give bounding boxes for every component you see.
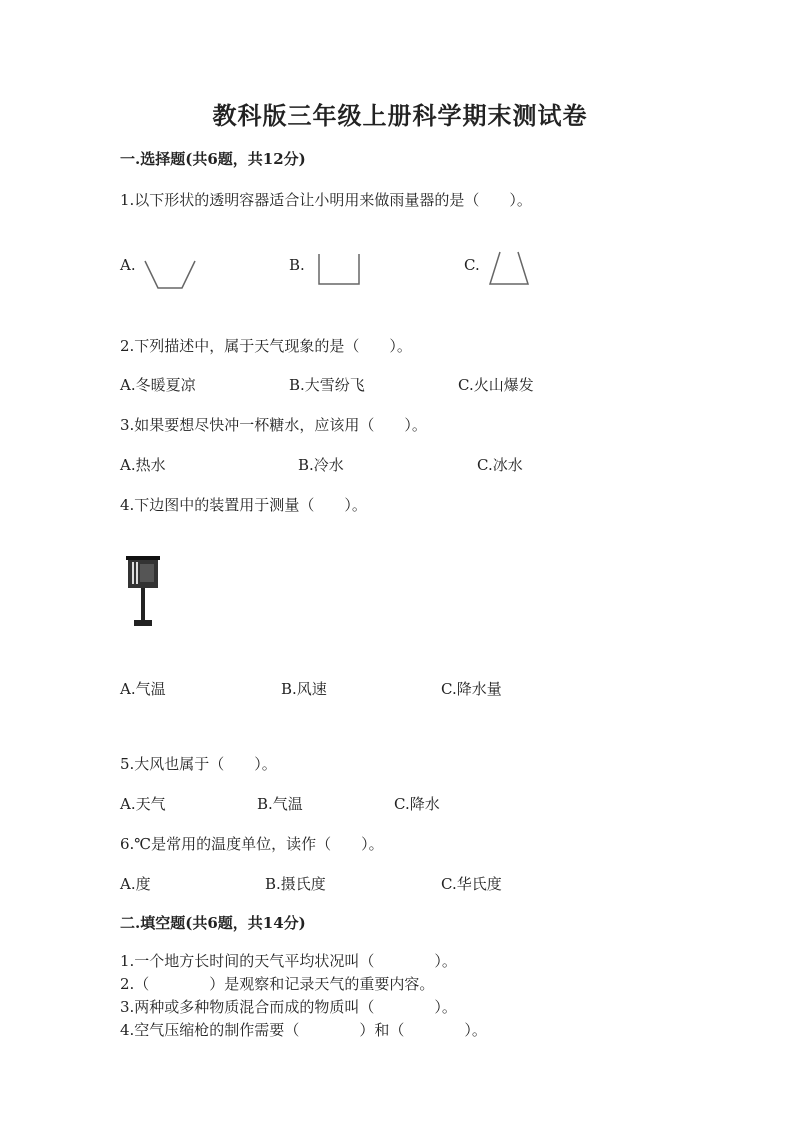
option-b: B.气温 (257, 795, 303, 813)
section-heading-fill-blank: 二.填空题(共6题，共14分) (120, 914, 306, 932)
option-c: C.火山爆发 (458, 376, 534, 394)
option-b: B. (289, 256, 305, 274)
option-b: B.冷水 (298, 456, 344, 474)
fill-question-1: 1.一个地方长时间的天气平均状况叫（ ）。 (120, 952, 457, 970)
option-c: C.冰水 (477, 456, 523, 474)
option-a: A. (120, 256, 136, 274)
option-a: A.冬暖夏凉 (120, 376, 196, 394)
option-c: C.华氏度 (441, 875, 502, 893)
weather-station-icon (124, 554, 164, 630)
option-a: A.天气 (120, 795, 166, 813)
question-3: 3.如果要想尽快冲一杯糖水，应该用（ ）。 (120, 416, 427, 434)
question-2: 2.下列描述中，属于天气现象的是（ ）。 (120, 337, 412, 355)
option-c: C. (464, 256, 480, 274)
fill-question-3: 3.两种或多种物质混合而成的物质叫（ ）。 (120, 998, 457, 1016)
fill-question-2: 2.（ ）是观察和记录天气的重要内容。 (120, 975, 435, 993)
option-b: B.大雪纷飞 (289, 376, 365, 394)
page-title: 教科版三年级上册科学期末测试卷 (212, 101, 588, 130)
question-5: 5.大风也属于（ ）。 (120, 755, 277, 773)
option-a: A.热水 (120, 456, 166, 474)
option-b: B.摄氏度 (265, 875, 326, 893)
question-4: 4.下边图中的装置用于测量（ ）。 (120, 496, 367, 514)
option-c: C.降水 (394, 795, 440, 813)
section-heading-choice: 一.选择题(共6题，共12分) (120, 150, 306, 168)
rectangle-open-icon (315, 252, 363, 288)
trapezoid-narrow-top-icon (486, 250, 532, 288)
question-6: 6.℃是常用的温度单位，读作（ ）。 (120, 835, 384, 853)
option-a: A.气温 (120, 680, 166, 698)
option-c: C.降水量 (441, 680, 502, 698)
question-1: 1.以下形状的透明容器适合让小明用来做雨量器的是（ ）。 (120, 191, 532, 209)
fill-question-4: 4.空气压缩枪的制作需要（ ）和（ ）。 (120, 1021, 487, 1039)
option-a: A.度 (120, 875, 151, 893)
trapezoid-wide-top-icon (142, 258, 198, 292)
option-b: B.风速 (281, 680, 327, 698)
